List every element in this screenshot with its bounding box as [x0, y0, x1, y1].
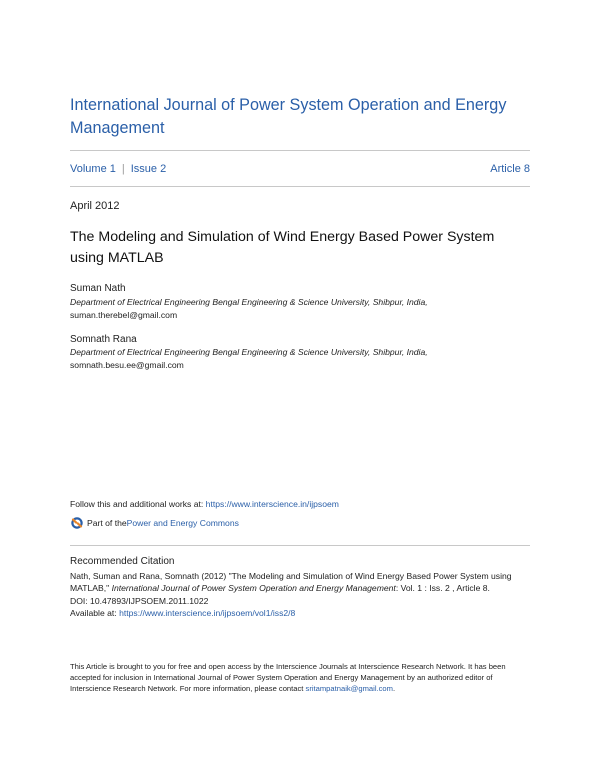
citation-doi: DOI: 10.47893/IJPSOEM.2011.1022	[70, 595, 209, 606]
volume-divider	[70, 186, 530, 187]
citation-block	[70, 570, 532, 619]
citation-volume: : Vol. 1 : Iss. 2 , Article 8.	[395, 583, 490, 594]
available-label: Available at:	[70, 607, 120, 618]
issue-link[interactable]: Issue 2	[130, 163, 167, 175]
author-affiliation: Department of Electrical Engineering Bengal Engineering & Science University, Shibpur, India,	[70, 297, 428, 307]
citation-text: Nath, Suman and Rana, Somnath (2012) "The Modeling and Simulation of Wind Energy Based Power System using MATLAB,"	[70, 571, 512, 594]
contact-email-link[interactable]: sritampatnaik@gmail.com	[305, 684, 393, 693]
header-divider	[70, 150, 530, 151]
footer-notice	[70, 661, 532, 694]
recommended-citation-heading: Recommended Citation	[70, 556, 175, 567]
author-email: somnath.besu.ee@gmail.com	[70, 360, 184, 370]
citation-divider	[70, 545, 530, 546]
article-link[interactable]: Article 8	[490, 163, 530, 175]
journal-title[interactable]: International Journal of Power System Operation and Energy Management	[70, 96, 507, 137]
author-name: Somnath Rana	[70, 334, 137, 345]
footer-end: .	[393, 684, 396, 693]
author-affiliation: Department of Electrical Engineering Bengal Engineering & Science University, Shibpur, India,	[70, 347, 428, 357]
part-of-line	[70, 516, 239, 530]
separator: |	[121, 163, 125, 175]
paper-title: The Modeling and Simulation of Wind Energy Based Power System using MATLAB	[70, 229, 495, 266]
follow-text: Follow this and additional works at:	[70, 499, 206, 509]
publication-date: April 2012	[70, 200, 120, 212]
footer-text: This Article is brought to you for free and open access by the Interscience Journals at Interscience Research Network. It has been accepted for inclusion in International Journal of Power System Operation and Energy Management by an authorized editor of Interscience Research Network. For more information, please contact	[70, 662, 506, 693]
citation-journal: International Journal of Power System Operation and Energy Management	[111, 583, 396, 594]
author-name: Suman Nath	[70, 283, 126, 294]
part-of-text: Part of the	[87, 518, 127, 528]
commons-link[interactable]: Power and Energy Commons	[126, 518, 239, 528]
available-link[interactable]: https://www.interscience.in/ijpsoem/vol1/iss2/8	[119, 607, 296, 618]
volume-link[interactable]: Volume 1	[70, 163, 116, 175]
follow-link[interactable]: https://www.interscience.in/ijpsoem	[205, 499, 339, 509]
volume-issue-bar	[70, 163, 530, 175]
open-access-icon	[70, 516, 84, 530]
follow-line	[70, 499, 339, 509]
author-email: suman.therebel@gmail.com	[70, 310, 178, 320]
